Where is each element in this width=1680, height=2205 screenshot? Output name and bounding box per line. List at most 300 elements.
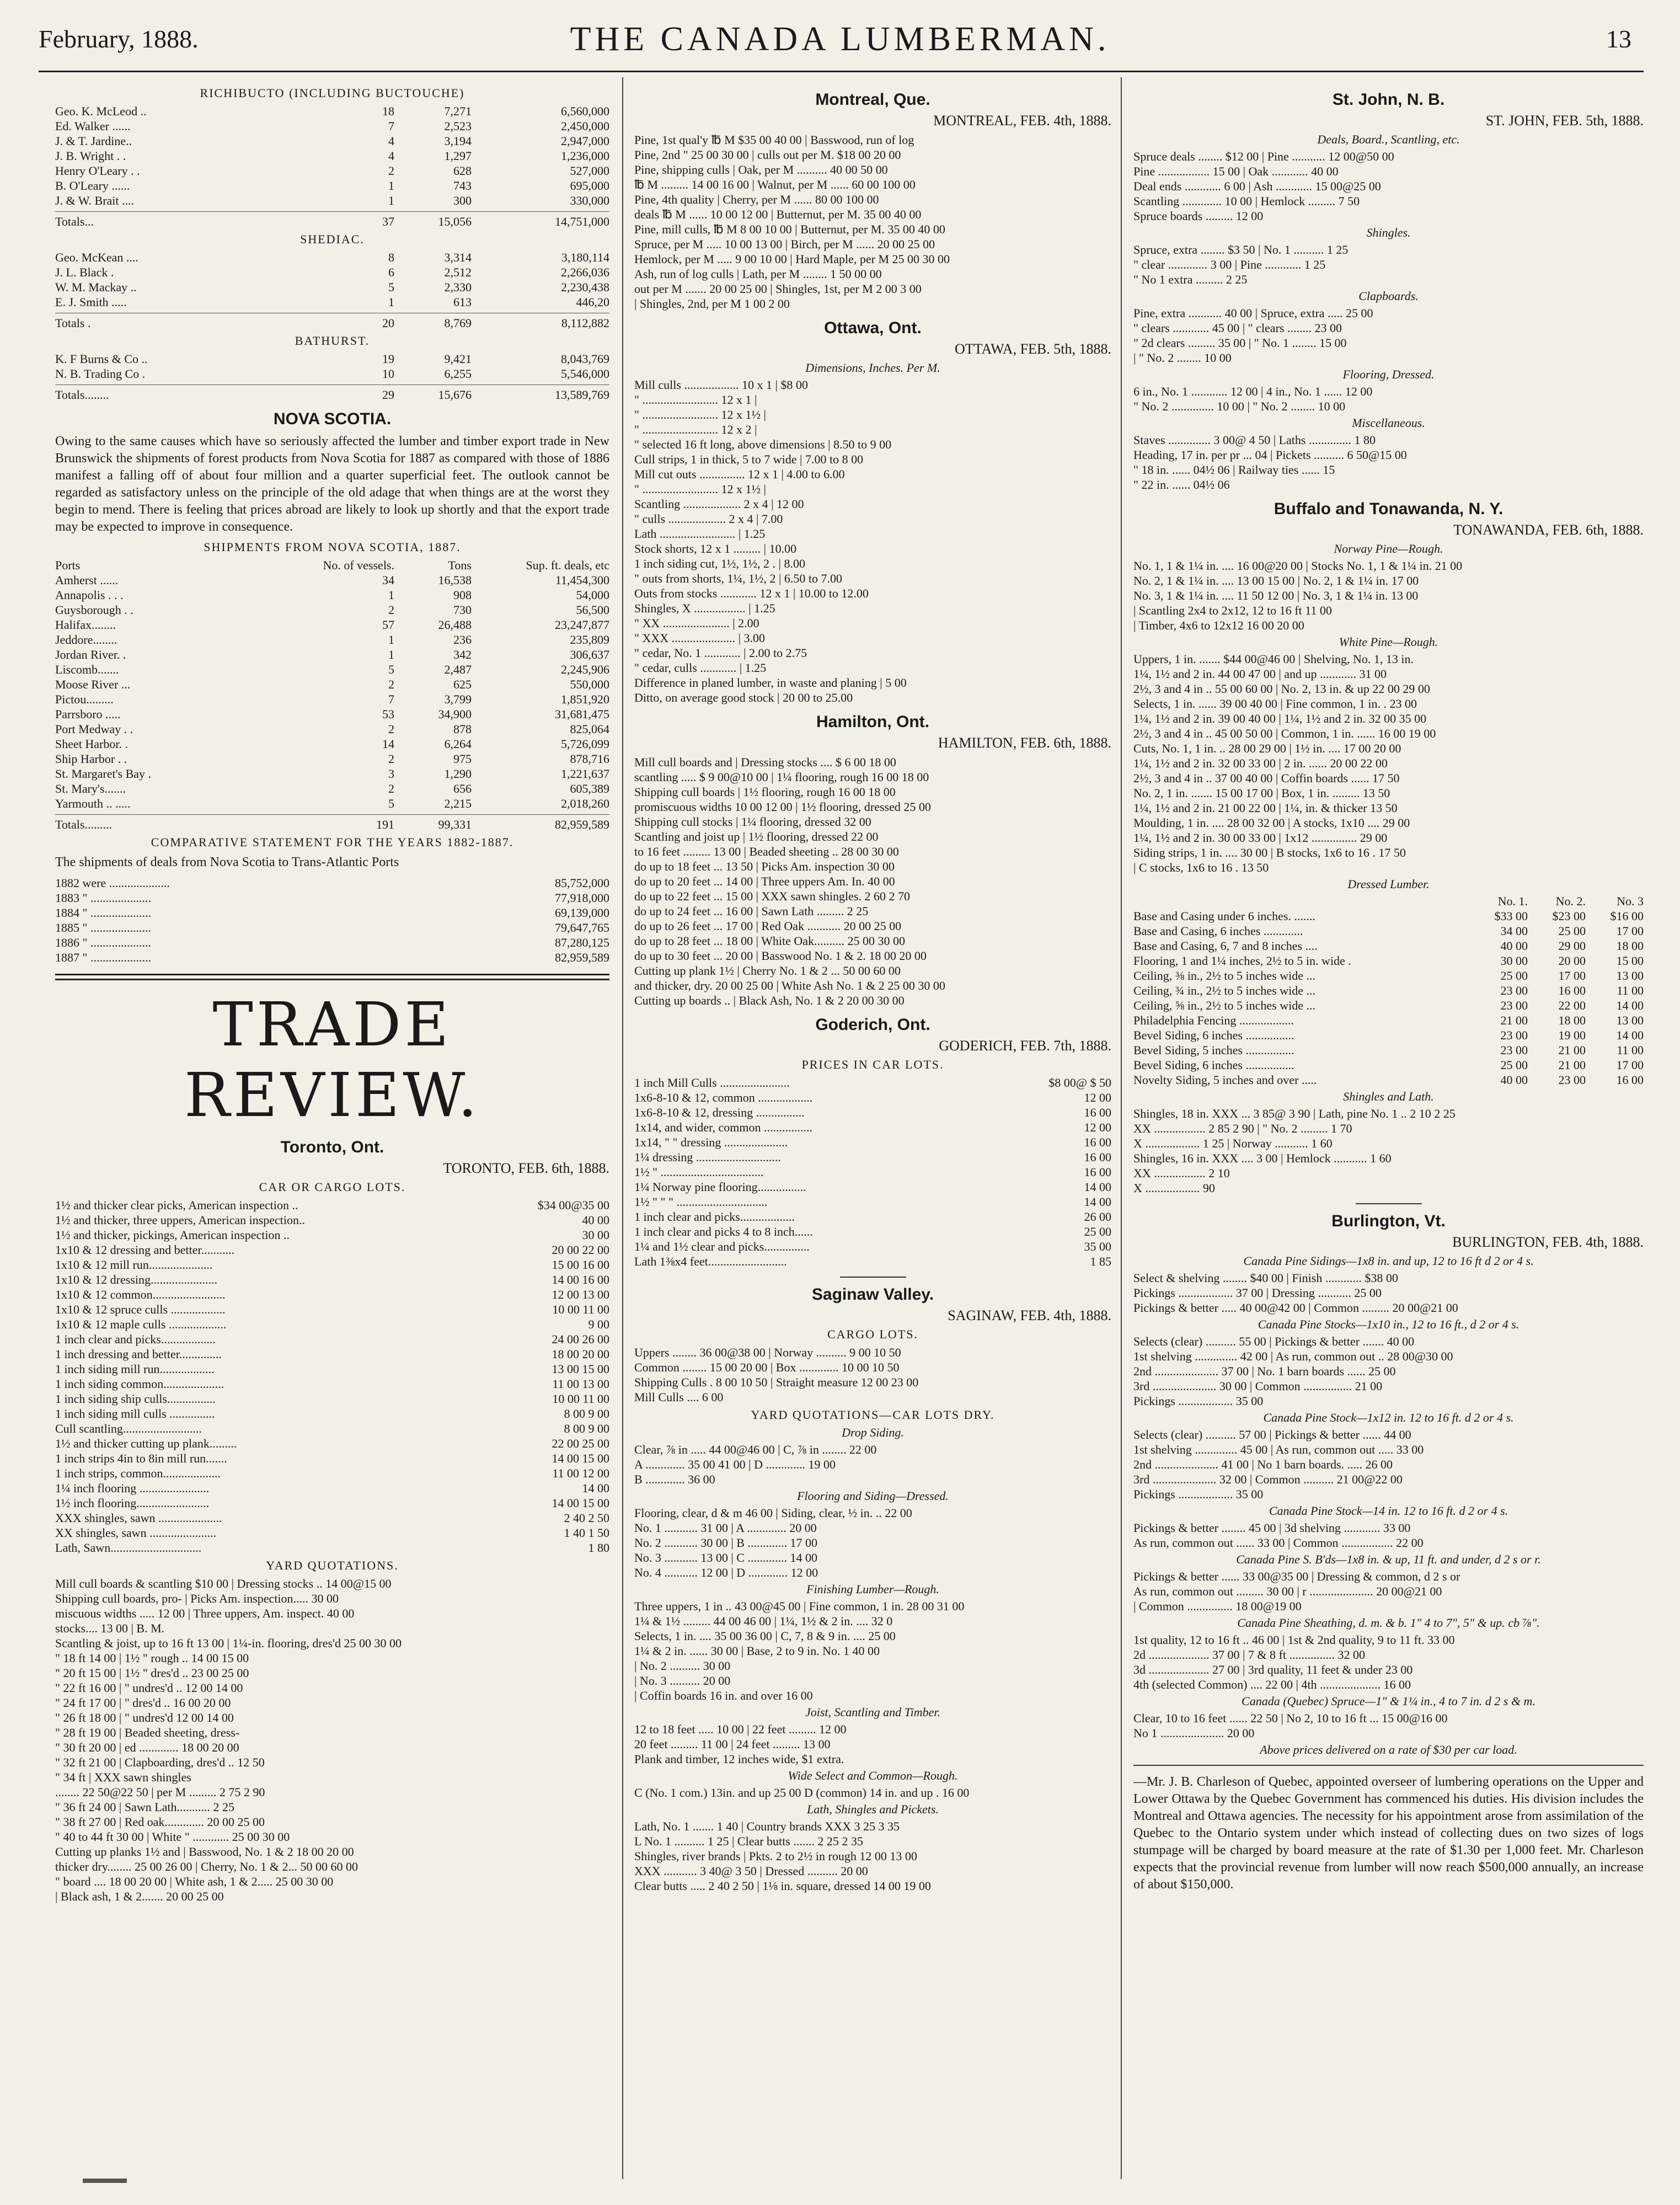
table-cell: | Shingles, 2nd, per M 1 00 2 00 (634, 297, 790, 311)
table-cell: X .................. 90 (1133, 1181, 1215, 1195)
table-cell: N. B. Trading Co . (55, 367, 146, 381)
table-cell: C (No. 1 com.) 13in. and up 25 00 D (common) 14 in. and up . 16 00 (634, 1786, 970, 1800)
table-cell: Pine, 2nd " 25 00 30 00 | culls out per M. $18 00 20 00 (634, 148, 901, 162)
table-cell: Common ........ 15 00 20 00 | Box ............. 10 00 10 50 (634, 1360, 900, 1374)
table-row (634, 631, 1111, 645)
table-cell: 14 00 16 00 (552, 1273, 609, 1286)
table-row (634, 266, 1111, 281)
table-cell: W. M. Mackay .. (55, 280, 137, 294)
nova-scotia-heading: NOVA SCOTIA. (273, 410, 392, 428)
table-cell: " XX ...................... | 2.00 (634, 616, 759, 630)
table-row (1133, 1106, 1644, 1121)
table-row (55, 573, 609, 588)
wide-select-table (634, 1785, 1111, 1800)
table-cell: 1¼, 1½ and 2 in. 32 00 33 00 | 2 in. ...... 20 00 22 00 (1133, 756, 1388, 770)
table-row (1133, 666, 1644, 681)
table-cell: 8,112,882 (561, 316, 609, 330)
table-row (55, 250, 609, 265)
table-row (634, 1752, 1111, 1766)
table-cell: Selects, 1 in. .... 35 00 36 00 | C, 7, 8 & 9 in. .... 25 00 (634, 1629, 896, 1643)
shipments-header (55, 558, 609, 573)
table-cell: 12 to 18 feet ..... 10 00 | 22 feet ......... 12 00 (634, 1722, 847, 1736)
burlington-title: Burlington, Vt. (1331, 1212, 1446, 1230)
table-row (55, 1576, 609, 1591)
table-cell: 1887 " .................... (55, 951, 151, 964)
table-cell: Shingles, river brands | Pkts. 2 to 2½ in rough 12 00 13 00 (634, 1849, 917, 1863)
table-row (55, 385, 609, 402)
table-cell: 3,314 (444, 250, 472, 264)
table-row (55, 1636, 609, 1651)
table-cell: deals ℔ M ...... 10 00 12 00 | Butternut, per M. 35 00 40 00 (634, 207, 922, 221)
table-row (1133, 179, 1644, 194)
table-row (634, 1819, 1111, 1834)
table-row (55, 1770, 609, 1785)
table-row (55, 1844, 609, 1859)
table-cell: 85,752,000 (555, 876, 609, 890)
printer-mark (83, 2179, 127, 2183)
charleson-paragraph: —Mr. J. B. Charleson of Quebec, appointed overseer of lumbering operations on the Upper and Lower Ottawa by the Quebec Government has commenced his duties. His division includes the Montreal and Ottawa agencies. The necessity for his appointment arose from assimilation of the Quebec to the Ontario system under which instead of collecting dues on two sizes of logs stumpage will be charged by board measure at the rate of $1.30 per 1,000 feet. Mr. Charleson expects that the provincial revenue from lumber will now reach $500,000 annually, an increase of about $150,000. (1133, 1775, 1644, 1892)
table-row (634, 1224, 1111, 1239)
table-row (55, 1272, 609, 1287)
table-row (1133, 652, 1644, 666)
table-cell: 20 00 (1558, 954, 1586, 968)
dressed-lumber-table (1133, 909, 1644, 1087)
table-row (1133, 603, 1644, 618)
table-row (55, 1391, 609, 1406)
table-row (55, 1874, 609, 1889)
table-cell: No. 3 (1617, 894, 1644, 908)
table-row (634, 237, 1111, 252)
burlington-s1-table (1133, 1270, 1644, 1315)
table-cell: Scantling ................... 2 x 4 | 12 00 (634, 497, 804, 511)
table-cell: 2 (388, 164, 394, 178)
table-cell: Shipping cull boards | 1½ flooring, rough 16 00 18 00 (634, 785, 896, 799)
stjohn-shingles-title: Shingles. (1366, 226, 1411, 239)
table-cell: 30 00 (582, 1228, 609, 1242)
table-row (55, 1540, 609, 1555)
table-cell: 1¼, 1½ and 2 in. 30 00 33 00 | 1x12 ............... 29 00 (1133, 831, 1388, 845)
table-cell: 12 00 (1084, 1091, 1111, 1104)
table-cell: 1x6-8-10 & 12, common .................. (634, 1091, 813, 1104)
table-cell: 695,000 (570, 179, 609, 193)
table-row (55, 647, 609, 662)
table-cell: Deal ends ............ 6 00 | Ash ............ 15 00@25 00 (1133, 179, 1381, 193)
table-row (634, 1565, 1111, 1580)
white-pine-table (1133, 652, 1644, 875)
table-row (1133, 399, 1644, 414)
table-cell: 31,681,475 (555, 707, 609, 721)
table-cell: " 34 ft | XXX sawn shingles (55, 1770, 191, 1784)
table-cell: " 38 ft 27 00 | Red oak............. 20 00 25 00 (55, 1815, 265, 1829)
table-cell: " 22 in. ...... 04½ 06 (1133, 478, 1230, 492)
shediac-title: SHEDIAC. (300, 232, 365, 246)
table-cell: do up to 28 feet ... 18 00 | White Oak.......... 25 00 30 00 (634, 934, 905, 948)
table-cell: " 2d clears ......... 35 00 | " No. 1 ........ 15 00 (1133, 336, 1347, 350)
table-row (55, 890, 609, 905)
table-cell: 15 00 16 00 (552, 1258, 609, 1272)
table-cell: 29 (382, 388, 394, 402)
table-row (1133, 1285, 1644, 1300)
table-cell: 236 (453, 633, 472, 647)
table-cell: Spruce deals ........ $12 00 | Pine ........... 12 00@50 00 (1133, 150, 1394, 163)
table-cell: miscuous widths ..... 12 00 | Three uppers, Am. inspect. 40 00 (55, 1606, 355, 1620)
table-cell: Selects (clear) .......... 57 00 | Pickings & better ...... 44 00 (1133, 1428, 1411, 1441)
issue-date: February, 1888. (39, 25, 199, 53)
table-row (55, 295, 609, 309)
table-row (1133, 558, 1644, 573)
table-cell: do up to 18 feet ... 13 50 | Picks Am. inspection 30 00 (634, 859, 895, 873)
table-cell: 14 00 (1616, 1028, 1644, 1042)
table-cell: Ceiling, ¾ in., 2½ to 5 inches wide ... (1133, 984, 1315, 997)
table-cell: stocks.... 13 00 | B. M. (55, 1621, 165, 1635)
table-cell: 6,264 (444, 737, 472, 751)
table-row (1133, 209, 1644, 223)
header-rule (39, 71, 1644, 72)
table-cell: 2,018,260 (561, 797, 609, 810)
table-row (634, 616, 1111, 631)
table-cell: 13 00 15 00 (552, 1362, 609, 1376)
table-cell: 26,488 (438, 618, 472, 632)
table-cell: 87,280,125 (555, 936, 609, 949)
table-row (1133, 1584, 1644, 1599)
table-row (634, 1614, 1111, 1629)
goderich-table (634, 1075, 1111, 1269)
table-cell: Ditto, on average good stock | 20 00 to 25.00 (634, 691, 853, 704)
montreal-title: Montreal, Que. (815, 90, 930, 109)
table-row (634, 799, 1111, 814)
table-row (634, 1673, 1111, 1688)
table-cell: J. & W. Brait .... (55, 194, 135, 207)
section-rule (1356, 1203, 1422, 1204)
norway-pine-title: Norway Pine—Rough. (1334, 542, 1443, 556)
table-row (55, 1227, 609, 1242)
table-cell: 9,421 (444, 352, 472, 366)
table-cell: 14,751,000 (555, 215, 609, 228)
table-row (1133, 1028, 1644, 1043)
table-cell: to 16 feet ......... 13 00 | Beaded sheeting .. 28 00 30 00 (634, 845, 899, 858)
burlington-s5-table (1133, 1569, 1644, 1614)
table-row (55, 1525, 609, 1540)
table-row (55, 1510, 609, 1525)
table-row (55, 1317, 609, 1332)
ottawa-table (634, 377, 1111, 705)
column-middle (634, 83, 1111, 2179)
table-cell: Plank and timber, 12 inches wide, $1 extra. (634, 1752, 844, 1766)
table-cell: 1 80 (588, 1541, 609, 1555)
table-cell: Cutting up planks 1½ and | Basswood, No. 1 & 2 18 00 20 00 (55, 1845, 354, 1859)
table-cell: Guysborough . . (55, 603, 133, 617)
table-cell: " 26 ft 18 00 | " undres'd 12 00 14 00 (55, 1711, 234, 1725)
table-row (634, 755, 1111, 770)
table-cell: " clear ............. 3 00 | Pine ............ 1 25 (1133, 258, 1326, 271)
nova-scotia-paragraph: Owing to the same causes which have so seriously affected the lumber and timber export trade in New Brunswick the shipments of forest products from Nova Scotia for 1887 as compared with those of 1886 manifest a falling off of about four million and a quarter superficial feet. The outlook cannot be regarded as satisfactory unless on the principle of the old adage that when things are at the worst they begin to mend. There is feeling that prices abroad are likely to look up shortly and that the export trade may be expected to improve in consequence. (55, 434, 609, 534)
table-cell: 25 00 (1558, 924, 1586, 938)
table-row (634, 437, 1111, 452)
table-cell: Mill cull boards & scantling $10 00 | Dressing stocks .. 14 00@15 00 (55, 1577, 392, 1590)
table-cell: Staves .............. 3 00@ 4 50 | Laths .............. 1 80 (1133, 433, 1376, 447)
table-cell: 1½ and thicker clear picks, American inspection .. (55, 1198, 298, 1212)
table-cell: do up to 24 feet ... 16 00 | Sawn Lath ......... 2 25 (634, 904, 869, 918)
table-row (55, 602, 609, 617)
table-cell: 1¼ inch flooring ....................... (55, 1481, 210, 1495)
lath-shingles-table (634, 1819, 1111, 1893)
table-cell: 1 inch siding mill culls ............... (55, 1407, 215, 1421)
norway-pine-table (1133, 558, 1644, 633)
burlington-s3-title: Canada Pine Stock—1x12 in. 12 to 16 ft. d 2 or 4 s. (1263, 1411, 1514, 1424)
table-row (1133, 1711, 1644, 1726)
ottawa-title: Ottawa, Ont. (824, 319, 922, 337)
table-cell: 3,180,114 (561, 250, 609, 264)
table-cell: Siding strips, 1 in. .... 30 00 | B stocks, 1x6 to 16 . 17 50 (1133, 846, 1406, 859)
table-cell: do up to 22 feet ... 15 00 | XXX sawn shingles. 2 60 2 70 (634, 889, 910, 903)
table-cell: 19 (382, 352, 394, 366)
table-cell: 40 00 (582, 1213, 609, 1227)
table-cell: 527,000 (570, 164, 609, 178)
table-cell: 2 (388, 752, 394, 766)
table-row (1133, 335, 1644, 350)
table-row (1133, 350, 1644, 365)
table-cell: Jordan River. . (55, 648, 126, 661)
table-cell: 550,000 (570, 677, 609, 691)
table-row (634, 784, 1111, 799)
table-cell: Sup. ft. deals, etc (526, 558, 609, 572)
table-row (1133, 306, 1644, 321)
table-cell: 34 (382, 573, 394, 587)
section-rule (840, 1277, 906, 1278)
table-row (1133, 681, 1644, 696)
table-cell: 1½ " .................................. (634, 1165, 764, 1179)
table-row (634, 452, 1111, 467)
richibucto-title: RICHIBUCTO (INCLUDING BUCTOUCHE) (200, 86, 465, 100)
table-cell: 11 00 (1617, 1043, 1644, 1057)
table-cell: | C stocks, 1x6 to 16 . 13 50 (1133, 861, 1269, 874)
table-row (1133, 953, 1644, 968)
burlington-s4-table (1133, 1520, 1644, 1550)
table-cell: 625 (453, 677, 472, 691)
table-row (634, 407, 1111, 422)
table-row (55, 351, 609, 366)
table-row (55, 1725, 609, 1740)
stjohn-misc-title: Miscellaneous. (1352, 416, 1425, 430)
buffalo-date: TONAWANDA, FEB. 6th, 1888. (1453, 522, 1644, 538)
table-row (634, 1360, 1111, 1375)
table-row (634, 978, 1111, 993)
table-cell: 1 inch dressing and better.............. (55, 1347, 222, 1361)
table-cell: 3rd ..................... 32 00 | Common .......... 21 00@22 00 (1133, 1472, 1403, 1486)
drop-siding-title: Drop Siding. (842, 1425, 904, 1439)
table-row (55, 1740, 609, 1755)
table-row (55, 1621, 609, 1636)
saginaw-cargo-title: CARGO LOTS. (827, 1327, 918, 1341)
table-row (634, 496, 1111, 511)
table-cell: 2nd ..................... 37 00 | No. 1 barn boards ...... 25 00 (1133, 1364, 1396, 1378)
table-cell: 3 (388, 767, 394, 781)
table-cell: 1 inch clear and picks.................. (634, 1210, 795, 1224)
table-cell: 1883 " .................... (55, 891, 151, 905)
table-cell: 908 (453, 588, 472, 602)
table-cell: 2 (388, 603, 394, 617)
table-row (1133, 1334, 1644, 1349)
table-cell: E. J. Smith ..... (55, 295, 127, 309)
table-cell: Spruce boards ......... 12 00 (1133, 209, 1264, 223)
table-cell: 25 00 (1084, 1225, 1111, 1238)
table-row (634, 1643, 1111, 1658)
table-cell: " selected 16 ft long, above dimensions | 8.50 to 9 00 (634, 437, 892, 451)
table-cell: Spruce, extra ........ $3 50 | No. 1 .......... 1 25 (1133, 243, 1349, 257)
table-cell: Three uppers, 1 in .. 43 00@45 00 | Fine common, 1 in. 28 00 31 00 (634, 1599, 965, 1613)
burlington-s4-title: Canada Pine Stock—14 in. 12 to 16 ft. d 2 or 4 s. (1269, 1504, 1508, 1518)
table-cell: Uppers, 1 in. ....... $44 00@46 00 | Shelving, No. 1, 13 in. (1133, 652, 1414, 666)
table-cell: No. 1, 1 & 1¼ in. .... 16 00@20 00 | Stocks No. 1, 1 & 1¼ in. 21 00 (1133, 559, 1463, 573)
table-row (1133, 149, 1644, 164)
table-row (634, 1179, 1111, 1194)
table-row (634, 1165, 1111, 1179)
table-row (1133, 1472, 1644, 1487)
table-cell: 22 00 25 00 (552, 1437, 609, 1450)
table-row (1133, 1058, 1644, 1072)
table-cell: | Coffin boards 16 in. and over 16 00 (634, 1689, 813, 1702)
section-rule (1133, 1765, 1644, 1766)
stjohn-deals-title: Deals, Board., Scantling, etc. (1317, 132, 1460, 146)
table-cell: 878,716 (570, 752, 609, 766)
table-cell: " 36 ft 24 00 | Sawn Lath........... 2 25 (55, 1800, 235, 1814)
table-cell: 12 00 (1084, 1120, 1111, 1134)
joist-table (634, 1722, 1111, 1766)
table-cell: B. O'Leary ...... (55, 179, 130, 193)
table-row (55, 1421, 609, 1436)
saginaw-yard-title: YARD QUOTATIONS—CAR LOTS DRY. (751, 1408, 995, 1422)
table-cell: 191 (376, 818, 394, 831)
table-row (634, 132, 1111, 147)
table-row (634, 1550, 1111, 1565)
table-cell: St. Mary's....... (55, 782, 126, 795)
table-cell: 1st shelving .............. 45 00 | As run, common out ..... 33 00 (1133, 1443, 1424, 1456)
table-cell: As run, common out ......... 30 00 | r ..................... 20 00@21 00 (1133, 1584, 1442, 1598)
table-row (1133, 164, 1644, 179)
table-cell: | Timber, 4x6 to 12x12 16 00 20 00 (1133, 618, 1304, 632)
table-row (1133, 998, 1644, 1013)
stjohn-date: ST. JOHN, FEB. 5th, 1888. (1485, 113, 1644, 129)
table-cell: 15,056 (438, 215, 472, 228)
table-cell: 11,454,300 (555, 573, 609, 587)
table-row (55, 1829, 609, 1844)
table-row (1133, 1662, 1644, 1677)
table-cell: Bevel Siding, 5 inches ................ (1133, 1043, 1294, 1057)
table-cell: Totals......... (55, 818, 112, 831)
table-cell: Totals . (55, 316, 91, 330)
table-row (1133, 1043, 1644, 1058)
table-cell: 23 00 (1500, 1043, 1528, 1057)
table-row (1133, 1726, 1644, 1740)
table-row (55, 662, 609, 677)
table-cell: 975 (453, 752, 472, 766)
table-row (634, 1472, 1111, 1487)
table-row (1133, 1427, 1644, 1442)
masthead-title: THE CANADA LUMBERMAN. (570, 20, 1110, 58)
table-row (634, 690, 1111, 705)
table-row (1133, 1270, 1644, 1285)
table-cell: " 18 ft 14 00 | 1½ " rough .. 14 00 15 00 (55, 1651, 249, 1665)
table-cell: 5 (388, 797, 394, 810)
table-cell: 2 (388, 722, 394, 736)
table-cell: 1 inch siding ship culls................ (55, 1392, 216, 1406)
table-cell: 3d .................... 27 00 | 3rd quality, 11 feet & under 23 00 (1133, 1663, 1413, 1677)
table-row (55, 1859, 609, 1874)
table-cell: 16 00 (1084, 1165, 1111, 1179)
table-cell: Sheet Harbor. . (55, 737, 128, 751)
table-row (55, 617, 609, 632)
table-cell: 1 inch siding mill run.................. (55, 1362, 215, 1376)
table-row (634, 377, 1111, 392)
table-cell: 1,290 (444, 767, 472, 781)
goderich-title: Goderich, Ont. (815, 1016, 930, 1034)
table-cell: Clear butts ..... 2 40 2 50 | 1⅛ in. square, dressed 14 00 19 00 (634, 1879, 931, 1893)
table-cell: Pine, shipping culls | Oak, per M .......... 40 00 50 00 (634, 163, 888, 177)
table-cell: " clears ............ 45 00 | " clears ........ 23 00 (1133, 321, 1342, 335)
table-cell: 23 00 (1558, 1073, 1586, 1087)
table-cell: 1,851,920 (561, 692, 609, 706)
table-cell: " 22 ft 16 00 | " undres'd .. 12 00 14 00 (55, 1681, 243, 1695)
goderich-subtitle: PRICES IN CAR LOTS. (801, 1058, 944, 1071)
table-row (634, 675, 1111, 690)
table-cell: 30 00 (1500, 954, 1528, 968)
table-cell: 1x6-8-10 & 12, dressing ................ (634, 1106, 805, 1119)
table-row (634, 511, 1111, 526)
flooring-table (634, 1505, 1111, 1580)
burlington-s6-table (1133, 1632, 1644, 1692)
table-cell: Hemlock, per M ..... 9 00 10 00 | Hard Maple, per M 25 00 30 00 (634, 252, 950, 266)
table-row (1133, 1379, 1644, 1394)
table-row (634, 645, 1111, 660)
table-row (1133, 800, 1644, 815)
table-cell: 25 00 (1500, 969, 1528, 983)
table-cell: Pickings .................. 35 00 (1133, 1394, 1264, 1408)
table-cell: " ......................... 12 x 1½ | (634, 482, 766, 496)
table-row (55, 814, 609, 832)
table-cell: Ash, run of log culls | Lath, per M ........ 1 50 00 00 (634, 267, 882, 281)
table-cell: 1 inch strips, common................... (55, 1466, 221, 1480)
shipments-table (55, 573, 609, 832)
table-cell: 16 00 (1084, 1135, 1111, 1149)
table-row (1133, 711, 1644, 726)
table-cell: 2,487 (444, 663, 472, 676)
table-row (55, 1591, 609, 1606)
table-cell: Scantling ............. 10 00 | Hemlock ......... 7 50 (1133, 194, 1360, 208)
table-cell: 14 00 (1084, 1195, 1111, 1209)
table-cell: thicker dry........ 25 00 26 00 | Cherry, No. 1 & 2... 50 00 60 00 (55, 1860, 359, 1873)
table-row (634, 1075, 1111, 1090)
table-cell: 330,000 (570, 194, 609, 207)
table-cell: 8,769 (444, 316, 472, 330)
table-row (55, 1651, 609, 1665)
table-cell: 12 00 13 00 (552, 1288, 609, 1301)
table-row (1133, 1632, 1644, 1647)
table-cell: 2,230,438 (561, 280, 609, 294)
table-row (55, 313, 609, 330)
table-cell: 1 inch strips 4in to 8in mill run....... (55, 1451, 227, 1465)
toronto-cargo-table (55, 1198, 609, 1555)
table-cell: $34 00@35 00 (537, 1198, 609, 1212)
table-row (1133, 1569, 1644, 1584)
table-cell: Scantling and joist up | 1½ flooring, dressed 22 00 (634, 830, 879, 843)
table-cell: Pickings .................. 37 00 | Dressing ........... 25 00 (1133, 1286, 1382, 1300)
table-cell: No. 4 ........... 12 00 | D ............. 12 00 (634, 1566, 818, 1579)
shingles-lath-table (1133, 1106, 1644, 1195)
table-row (1133, 321, 1644, 335)
table-cell: " No 1 extra ......... 2 25 (1133, 273, 1248, 286)
table-row (634, 281, 1111, 296)
table-row (55, 1814, 609, 1829)
